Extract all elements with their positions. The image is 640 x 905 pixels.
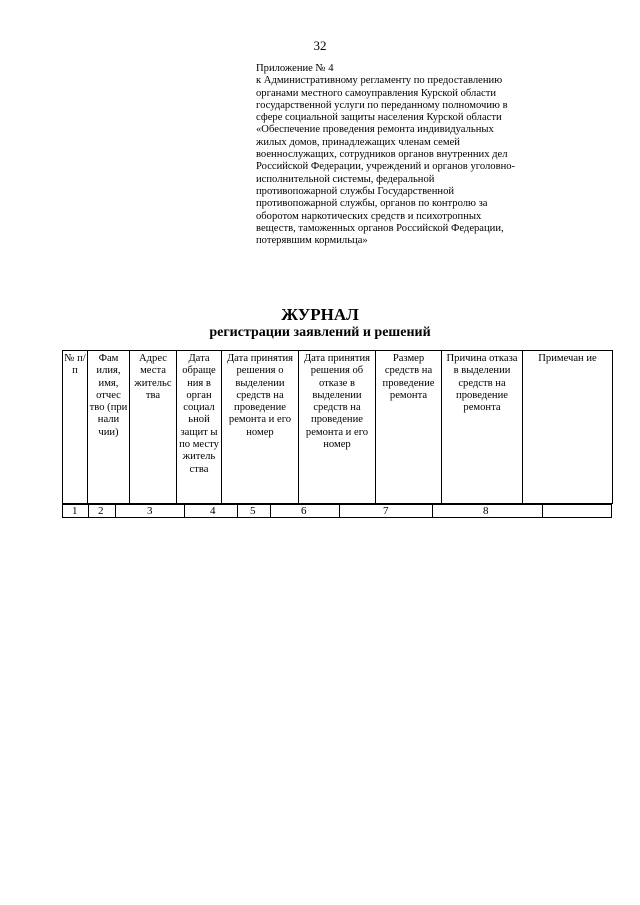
journal-subtitle: регистрации заявлений и решений [209,325,431,340]
column-numbers-row [62,504,612,518]
annex-line: к Административному регламенту по предоставлению [256,75,503,87]
annex-line: противопожарной службы, органов по контролю за [256,198,488,210]
header-note: Примечан ие [523,351,613,504]
header-name: Фам илия, имя, отчес тво (при нали чии) [88,351,130,504]
column-number: 4 [210,505,216,517]
annex-line: «Обеспечение проведения ремонта индивидуальных [256,124,494,136]
annex-line: сфере социальной защиты населения Курской области [256,112,502,124]
annex-line: органами местного самоуправления Курской области [256,87,497,99]
annex-line: потерявшим кормильца» [256,235,368,247]
column-number: 8 [483,505,489,517]
annex-line: военнослужащих, сотрудников органов внутренних дел [256,149,508,161]
header-number: № п/п [63,351,88,504]
annex-line: веществ, таможенных органов Российской Федерации, [256,222,504,234]
journal-header-row [63,351,613,504]
header-refusal-reason: Причина отказа в выделении средств на проведение ремонта [442,351,523,504]
header-amount: Размер средств на проведение ремонта [376,351,442,504]
annex-line: Российской Федерации, учреждений и органов уголовно- [256,161,516,173]
journal-table [62,350,613,504]
column-number: 7 [383,505,389,517]
annex-line: исполнительной системы, федеральной [256,173,435,185]
annex-line: жилых домов, принадлежащих членам семей [256,136,460,148]
annex-heading: Приложение № 4 [256,63,334,74]
column-number: 6 [301,505,307,517]
annex-line: противопожарной службы Государственной [256,185,455,197]
column-number: 3 [147,505,153,517]
page-number: 32 [313,38,327,53]
annex-line: оборотом наркотических средств и психотропных [256,210,482,222]
annex-line: государственной услуги по переданному полномочию в [256,99,508,111]
header-address: Адрес места жительс тва [130,351,177,504]
annex-block [256,63,552,247]
header-application-date: Дата обраще ния в орган социал ьной защит ы по месту житель ства [177,351,222,504]
column-number: 1 [72,505,78,517]
header-refusal-date: Дата принятия решения об отказе в выделении средств на проведение ремонта и его номер [299,351,376,504]
journal-title: ЖУРНАЛ [281,305,359,324]
header-approval-date: Дата принятия решения о выделении средств на проведение ремонта и его номер [222,351,299,504]
column-number: 5 [250,505,256,517]
column-number: 2 [98,505,104,517]
